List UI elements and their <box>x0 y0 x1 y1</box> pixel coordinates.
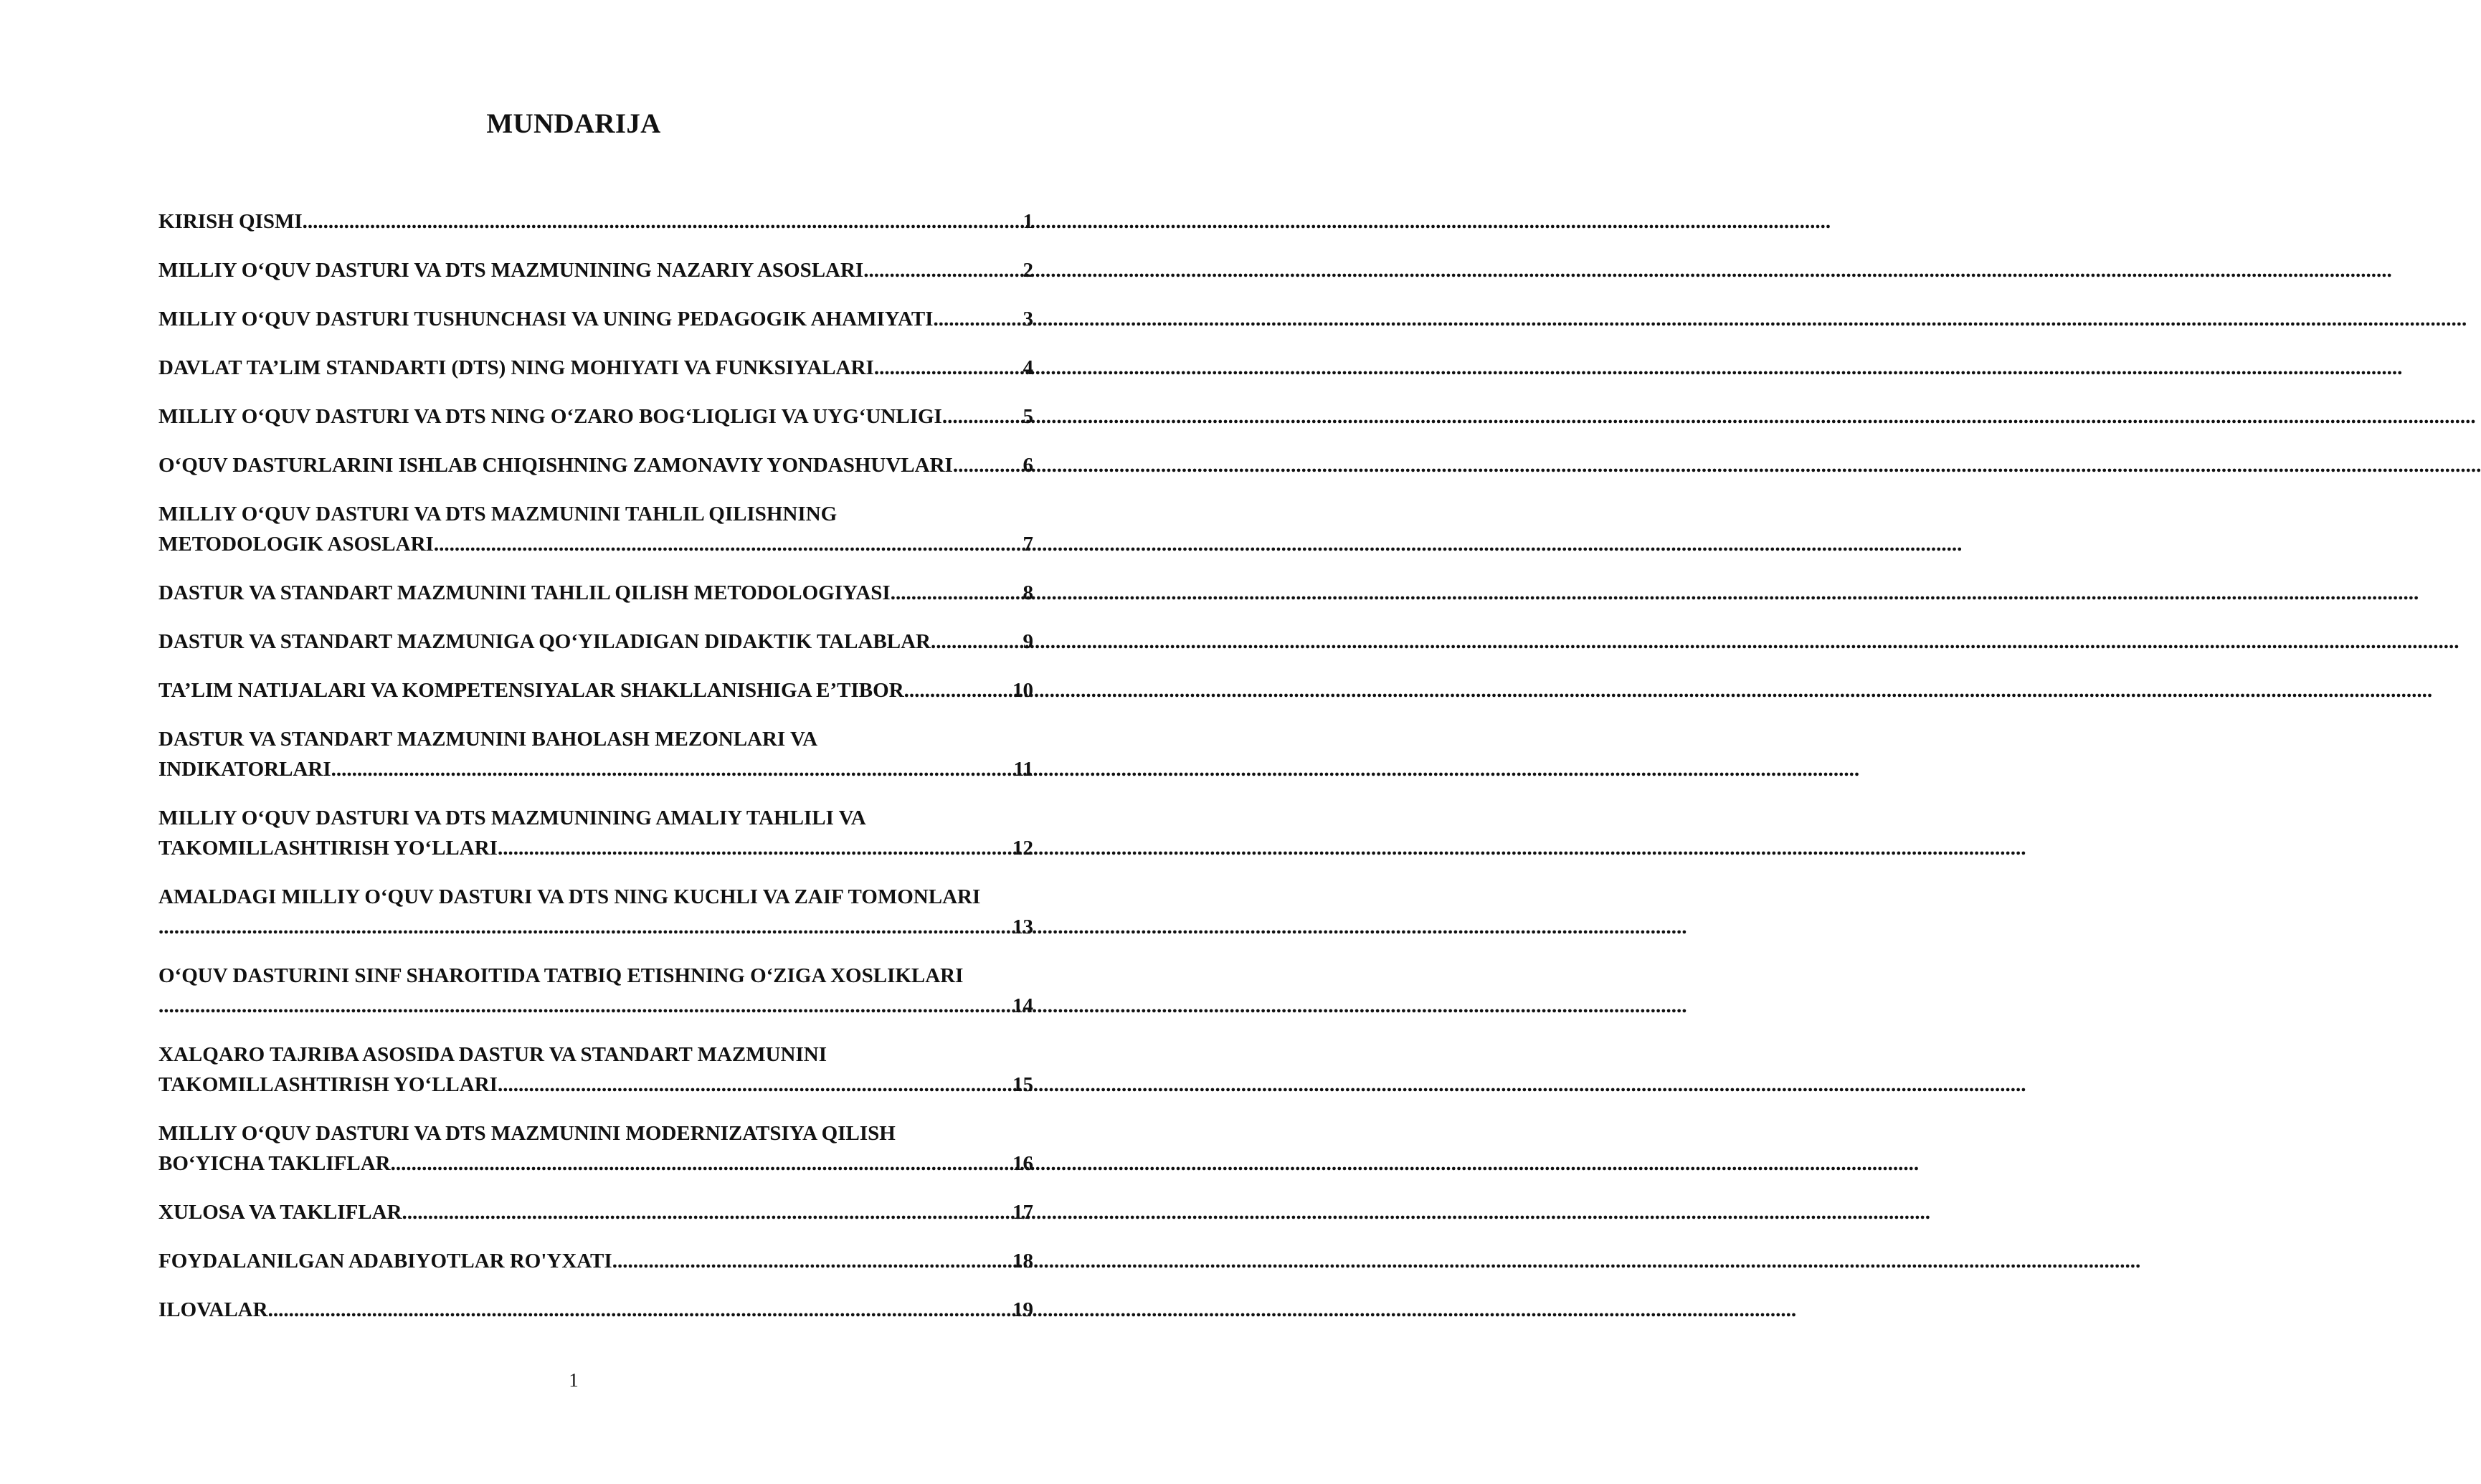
dot-leader <box>931 627 1023 657</box>
toc-entry[interactable] <box>158 1040 1033 1100</box>
toc-entry-title: XULOSA VA TAKLIFLAR <box>158 1201 402 1224</box>
toc-entry-title: DASTUR VA STANDART MAZMUNINI TAHLIL QILISH METODOLOGIYASI <box>158 581 891 604</box>
toc-entry-title: TA’LIM NATIJALARI VA KOMPETENSIYALAR SHAKLLANISHIGA E’TIBOR <box>158 679 904 702</box>
dot-leader <box>268 1295 1012 1325</box>
toc-entry-page-number: 8 <box>1023 581 1033 604</box>
toc-entry-leader-line <box>158 578 1033 608</box>
toc-entry-leader-line <box>158 1148 1033 1179</box>
toc-entry-title: DASTUR VA STANDART MAZMUNIGA QO‘YILADIGAN DIDAKTIK TALABLAR <box>158 630 931 653</box>
dot-leader <box>303 206 1023 237</box>
dot-leader <box>158 912 1012 942</box>
toc-entry-title: DAVLAT TA’LIM STANDARTI (DTS) NING MOHIYATI VA FUNKSIYALARI <box>158 356 874 379</box>
toc-entry-page-number: 1 <box>1023 210 1033 233</box>
toc-entry-title: FOYDALANILGAN ADABIYOTLAR RO'YXATI <box>158 1250 612 1273</box>
toc-entry-page-number: 19 <box>1012 1298 1033 1321</box>
toc-entry-title-line: DASTUR VA STANDART MAZMUNINI BAHOLASH MEZONLARI VA <box>158 728 818 751</box>
toc-entry-page-number: 17 <box>1012 1201 1033 1224</box>
toc-entry-title-line: XALQARO TAJRIBA ASOSIDA DASTUR VA STANDART MAZMUNINI <box>158 1043 827 1066</box>
toc-entry-page-number: 11 <box>1013 758 1033 781</box>
toc-entry-leader-line <box>158 255 1033 285</box>
toc-entry-page-number: 6 <box>1023 454 1033 477</box>
toc-entry-title: MILLIY O‘QUV DASTURI VA DTS MAZMUNINING NAZARIY ASOSLARI <box>158 259 864 282</box>
toc-entry[interactable] <box>158 255 1033 285</box>
toc-entry-leader-line <box>158 1295 1033 1325</box>
dot-leader <box>612 1246 1012 1276</box>
toc-entry-leader-line <box>158 529 1033 559</box>
toc-entry-leader-line <box>158 833 1033 863</box>
toc-entry[interactable] <box>158 353 1033 383</box>
toc-entry-title-line: MILLIY O‘QUV DASTURI VA DTS MAZMUNINING AMALIY TAHLILI VA <box>158 807 866 829</box>
dot-leader <box>402 1197 1012 1227</box>
dot-leader <box>391 1148 1012 1179</box>
toc-entry[interactable] <box>158 803 1033 863</box>
page-number: 1 <box>569 1369 579 1391</box>
toc-entry-leader-line <box>158 627 1033 657</box>
toc-entry[interactable] <box>158 304 1033 334</box>
dot-leader <box>904 675 1012 705</box>
toc-entry-page-number: 3 <box>1023 308 1033 330</box>
toc-entry-leader-line <box>158 1246 1033 1276</box>
toc-entry[interactable] <box>158 1246 1033 1276</box>
toc-entry-title: MILLIY O‘QUV DASTURI VA DTS NING O‘ZARO BOG‘LIQLIGI VA UYG‘UNLIGI. <box>158 405 948 428</box>
dot-leader <box>434 529 1023 559</box>
toc-entry-leader-line <box>158 450 1033 480</box>
toc-entry-page-number: 14 <box>1012 994 1033 1017</box>
toc-entry-page-number: 12 <box>1012 837 1033 860</box>
toc-entry-leader-line <box>158 754 1033 784</box>
dot-leader <box>874 353 1023 383</box>
toc-entry-title: O‘QUV DASTURLARINI ISHLAB CHIQISHNING ZAMONAVIY YONDASHUVLARI <box>158 454 953 477</box>
dot-leader <box>331 754 1014 784</box>
toc-entry-title: TAKOMILLASHTIRISH YO‘LLARI <box>158 1073 498 1096</box>
toc-entry-page-number: 10 <box>1012 679 1033 702</box>
toc-entry[interactable] <box>158 578 1033 608</box>
table-of-contents <box>158 206 1033 1343</box>
toc-entry[interactable] <box>158 499 1033 559</box>
toc-entry-leader-line <box>158 675 1033 705</box>
dot-leader <box>863 255 1023 285</box>
toc-entry[interactable] <box>158 961 1033 1021</box>
toc-entry[interactable] <box>158 1118 1033 1179</box>
toc-entry-page-number: 7 <box>1023 533 1033 556</box>
toc-entry-title: TAKOMILLASHTIRISH YO‘LLARI <box>158 837 498 860</box>
toc-entry-page-number: 16 <box>1012 1152 1033 1175</box>
toc-entry-page-number: 5 <box>1023 405 1033 428</box>
dot-leader <box>498 1070 1012 1100</box>
toc-entry[interactable] <box>158 206 1033 237</box>
toc-entry-title: ILOVALAR <box>158 1298 268 1321</box>
toc-entry-title: KIRISH QISMI <box>158 210 303 233</box>
toc-entry[interactable] <box>158 882 1033 942</box>
toc-entry-leader-line <box>158 991 1033 1021</box>
dot-leader <box>939 304 1023 334</box>
toc-entry-title: INDIKATORLARI <box>158 758 331 781</box>
toc-entry[interactable] <box>158 1295 1033 1325</box>
toc-entry-leader-line <box>158 1070 1033 1100</box>
toc-entry-page-number: 9 <box>1023 630 1033 653</box>
toc-entry-leader-line <box>158 1197 1033 1227</box>
toc-entry[interactable] <box>158 675 1033 705</box>
toc-entry-page-number: 2 <box>1023 259 1033 282</box>
toc-entry-title-line: MILLIY O‘QUV DASTURI VA DTS MAZMUNINI MODERNIZATSIYA QILISH <box>158 1122 896 1145</box>
toc-entry-page-number: 13 <box>1012 915 1033 938</box>
dot-leader <box>158 991 1012 1021</box>
toc-entry-leader-line <box>158 206 1033 237</box>
dot-leader <box>498 833 1012 863</box>
toc-entry[interactable] <box>158 1197 1033 1227</box>
toc-entry-leader-line <box>158 912 1033 942</box>
toc-entry[interactable] <box>158 724 1033 784</box>
toc-entry-leader-line <box>158 353 1033 383</box>
toc-entry[interactable] <box>158 401 1033 432</box>
dot-leader <box>953 450 1023 480</box>
toc-entry-title-line: MILLIY O‘QUV DASTURI VA DTS MAZMUNINI TAHLIL QILISHNING <box>158 503 838 525</box>
toc-entry[interactable] <box>158 627 1033 657</box>
toc-entry-title: METODOLOGIK ASOSLARI <box>158 533 434 556</box>
dot-leader <box>947 401 1023 432</box>
toc-entry-title: MILLIY O‘QUV DASTURI TUSHUNCHASI VA UNING PEDAGOGIK AHAMIYATI. <box>158 308 939 330</box>
toc-entry-page-number: 4 <box>1023 356 1033 379</box>
toc-entry[interactable] <box>158 450 1033 480</box>
toc-entry-leader-line <box>158 304 1033 334</box>
toc-entry-title-line: O‘QUV DASTURINI SINF SHAROITIDA TATBIQ ETISHNING O‘ZIGA XOSLIKLARI <box>158 964 964 987</box>
dot-leader <box>891 578 1023 608</box>
page-title: MUNDARIJA <box>486 108 661 139</box>
toc-entry-page-number: 18 <box>1012 1250 1033 1273</box>
toc-entry-title: BO‘YICHA TAKLIFLAR <box>158 1152 391 1175</box>
toc-entry-leader-line <box>158 401 1033 432</box>
toc-entry-title-line: AMALDAGI MILLIY O‘QUV DASTURI VA DTS NING KUCHLI VA ZAIF TOMONLARI <box>158 885 981 908</box>
toc-entry-page-number: 15 <box>1012 1073 1033 1096</box>
